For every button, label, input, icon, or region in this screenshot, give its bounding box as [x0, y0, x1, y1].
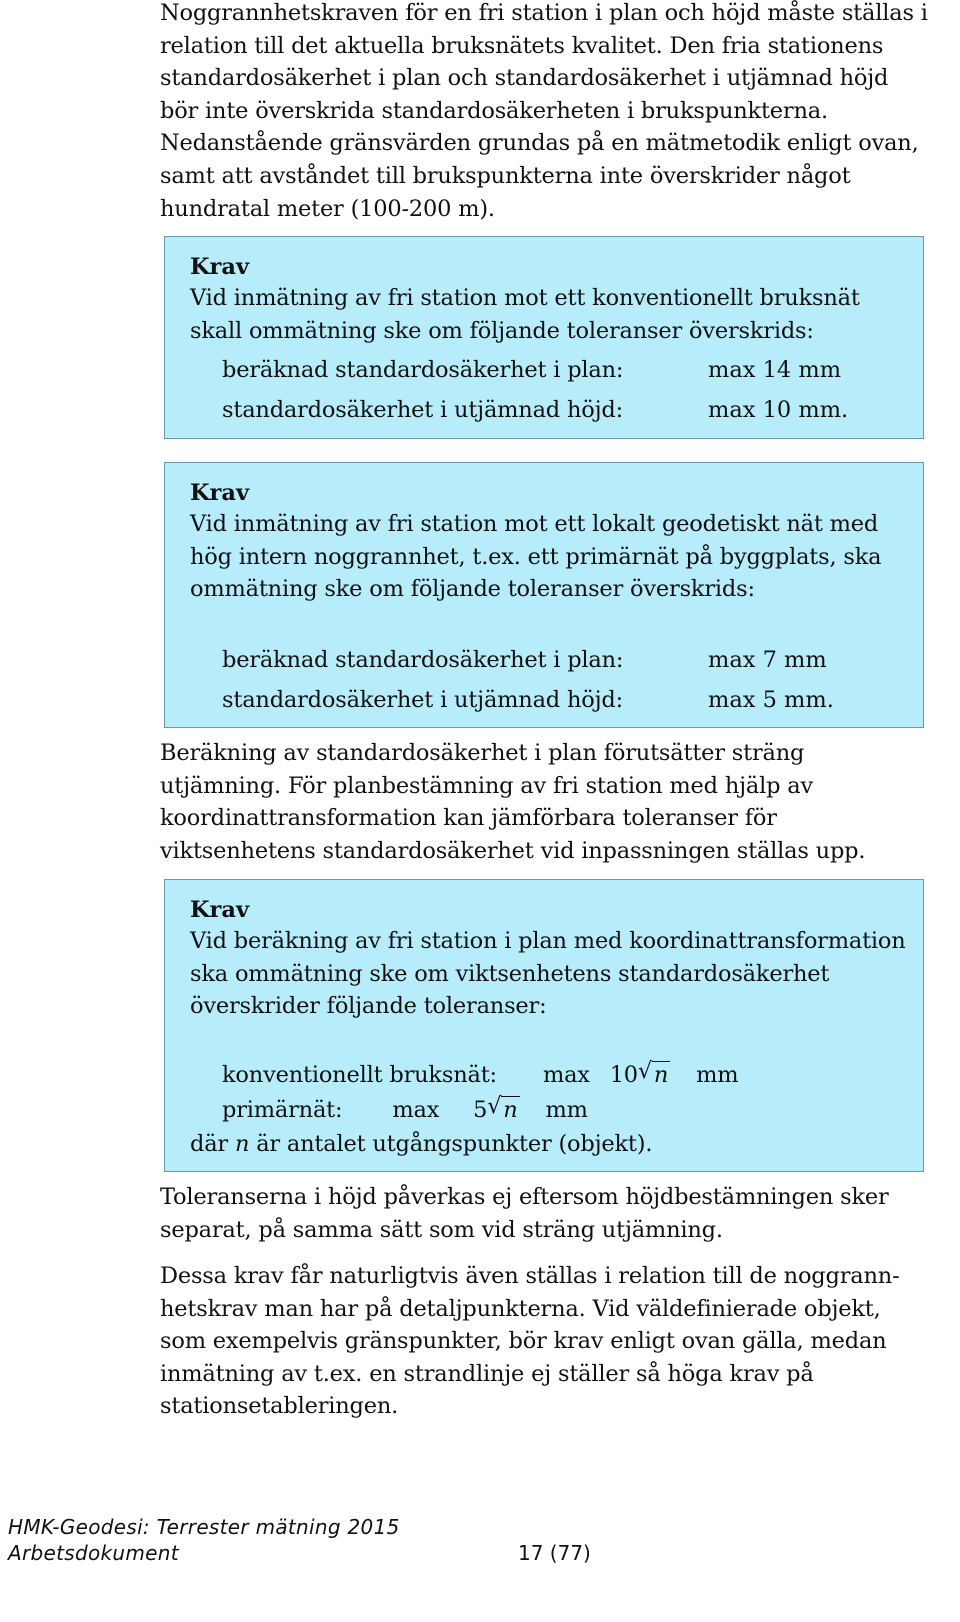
note-variable: n — [234, 1131, 250, 1157]
formula-label: primärnät: — [222, 1097, 343, 1123]
formula-note — [190, 1131, 652, 1157]
formula-coefficient: 5 — [473, 1097, 488, 1123]
tolerance-label-height: standardosäkerhet i utjämnad höjd: — [222, 397, 623, 423]
formula-variable: n — [503, 1097, 518, 1123]
requirement-heading: Krav — [190, 254, 250, 280]
requirement-text: Vid inmätning av fri station mot ett konventionellt bruksnät skall ommätning ske om följande toleranser överskrids: — [190, 285, 860, 344]
requirement-box-2 — [164, 462, 924, 728]
tolerance-value-plan: max 14 mm — [708, 357, 842, 383]
square-root-icon: √ n — [637, 1058, 669, 1088]
requirement-heading: Krav — [190, 897, 250, 923]
tolerance-label-height: standardosäkerhet i utjämnad höjd: — [222, 687, 623, 713]
formula-max: max — [542, 1062, 590, 1088]
tolerance-value-height: max 10 mm. — [708, 397, 849, 423]
formula-unit: mm — [696, 1062, 739, 1088]
tolerance-label-plan: beräknad standardosäkerhet i plan: — [222, 357, 624, 383]
requirement-heading: Krav — [190, 480, 250, 506]
tolerance-label-plan: beräknad standardosäkerhet i plan: — [222, 647, 624, 673]
requirement-box-1 — [164, 236, 924, 439]
note-prefix: där — [190, 1131, 228, 1157]
square-root-icon: √ n — [487, 1093, 518, 1123]
tolerance-value-height: max 5 mm. — [708, 687, 834, 713]
detail-points-paragraph: Dessa krav får naturligtvis även ställas i relation till de noggrann-hetskrav man har på detaljpunkterna. Vid väldefinierade objekt, som exempelvis gränspunkter, bör krav enligt ovan gälla, medan inmätning av t.ex. en strandlinje ej ställer så höga krav på stationsetableringen. — [160, 1263, 900, 1420]
formula-max: max — [392, 1097, 440, 1123]
calculation-paragraph: Beräkning av standardosäkerhet i plan förutsätter sträng utjämning. För planbestämning av fri station med hjälp av koordinattransformation kan jämförbara toleranser för viktsenhetens standardosäkerhet vid inpassningen ställas upp. — [160, 740, 866, 864]
requirement-text: Vid beräkning av fri station i plan med koordinattransformation ska ommätning ske om viktsenhetens standardosäkerhet överskrider följande toleranser: — [190, 928, 906, 1020]
formula-variable: n — [653, 1062, 669, 1088]
height-tolerance-paragraph: Toleranserna i höjd påverkas ej eftersom höjdbestämningen sker separat, på samma sätt som vid sträng utjämning. — [160, 1184, 889, 1243]
footer-subtitle: Arbetsdokument — [8, 1541, 179, 1565]
requirement-text: Vid inmätning av fri station mot ett lokalt geodetiskt nät med hög intern noggrannhet, t.ex. ett primärnät på byggplats, ska ommätning ske om följande toleranser överskrids: — [190, 511, 882, 603]
formula-coefficient: 10 — [609, 1062, 638, 1088]
requirement-box-3 — [164, 879, 924, 1172]
intro-paragraph: Noggrannhetskraven för en fri station i plan och höjd måste ställas i relation till det aktuella bruksnätets kvalitet. Den fria stationens standardosäkerhet i plan och standardosäkerhet i utjämnad höjd bör inte överskrida standardosäkerheten i brukspunkterna. Nedanstående gränsvärden grundas på en mätmetodik enligt ovan, samt att avståndet till brukspunkterna inte överskrider något hundratal meter (100-200 m). — [160, 0, 928, 222]
formula-conventional — [222, 1058, 739, 1088]
page-number: 17 (77) — [518, 1541, 591, 1565]
tolerance-value-plan: max 7 mm — [708, 647, 827, 673]
formula-primary-network — [222, 1093, 588, 1123]
formula-label: konventionellt bruksnät: — [222, 1062, 497, 1088]
note-suffix: är antalet utgångspunkter (objekt). — [256, 1131, 653, 1157]
footer-title: HMK-Geodesi: Terrester mätning 2015 — [8, 1515, 400, 1539]
formula-unit: mm — [545, 1097, 588, 1123]
